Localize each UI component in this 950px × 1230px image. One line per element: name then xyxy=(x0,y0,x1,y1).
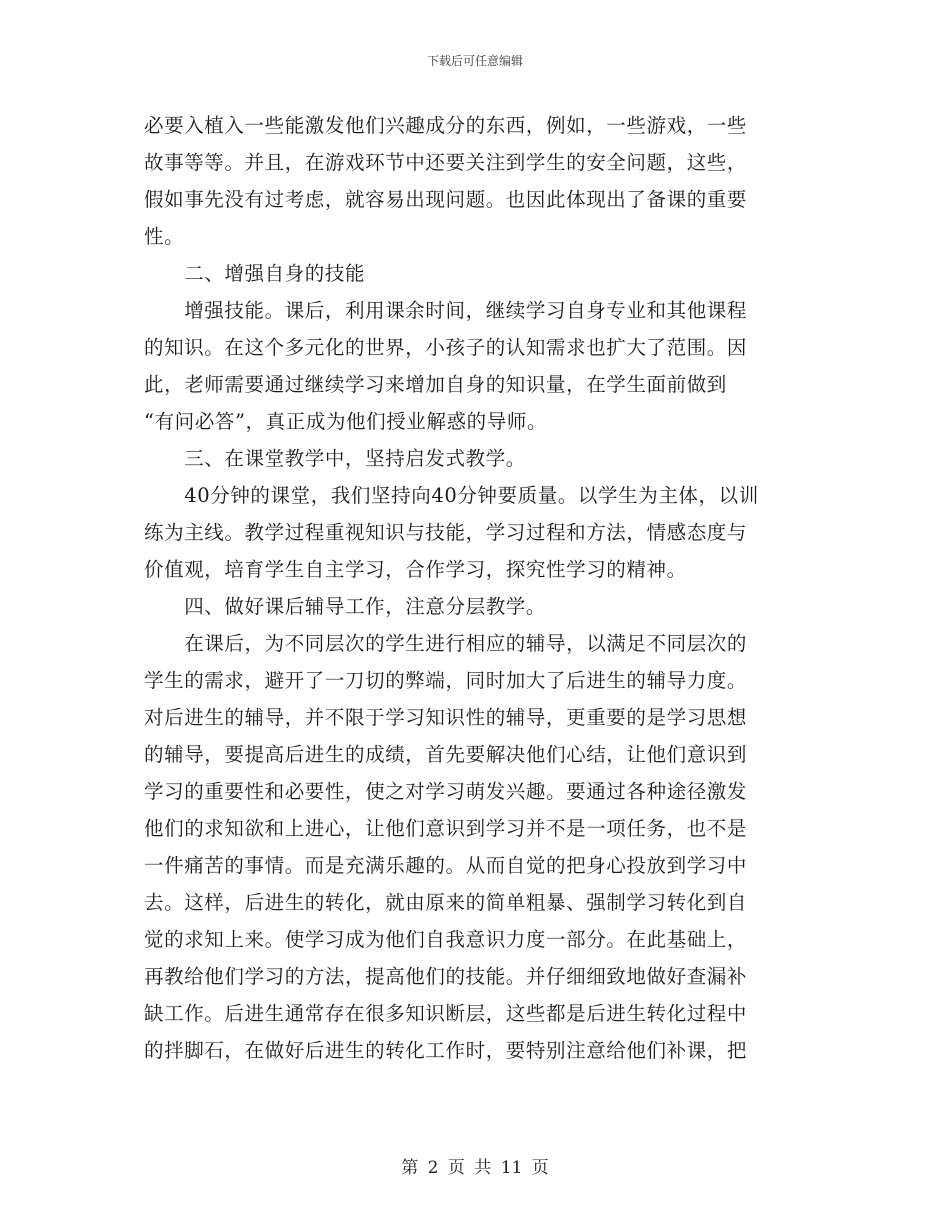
text-line: 假如事先没有过考虑，就容易出现问题。也因此体现出了备课的重要 xyxy=(144,188,748,211)
text-line: 练为主线。教学过程重视知识与技能，学习过程和方法，情感态度与 xyxy=(144,521,748,544)
text-line: 价值观，培育学生自主学习，合作学习，探究性学习的精神。 xyxy=(144,558,687,581)
page-header: 下载后可任意编辑 xyxy=(426,54,523,68)
text-line: 去。这样，后进生的转化，就由原来的简单粗暴、强制学习转化到自 xyxy=(144,891,748,914)
section-heading: 三、在课堂教学中，坚持启发式教学。 xyxy=(144,447,526,470)
text-line: 必要入植入一些能激发他们兴趣成分的东西，例如，一些游戏，一些 xyxy=(144,114,748,137)
text-line: 学生的需求，避开了一刀切的弊端，同时加大了后进生的辅导力度。 xyxy=(144,669,748,692)
section-heading: 四、做好课后辅导工作，注意分层教学。 xyxy=(144,595,547,618)
text-line: 再教给他们学习的方法，提高他们的技能。并仔细细致地做好查漏补 xyxy=(144,965,748,988)
text-line: 故事等等。并且，在游戏环节中还要关注到学生的安全问题，这些， xyxy=(144,151,748,174)
text-line: 的拌脚石，在做好后进生的转化工作时，要特别注意给他们补课，把 xyxy=(144,1039,748,1062)
text-line: 40分钟的课堂，我们坚持向40分钟要质量。以学生为主体，以训 xyxy=(144,484,759,507)
text-line: 增强技能。课后，利用课余时间，继续学习自身专业和其他课程 xyxy=(144,299,748,322)
page-footer: 第 2 页 共 11 页 xyxy=(401,1158,549,1178)
text-line: 觉的求知上来。使学习成为他们自我意识力度一部分。在此基础上， xyxy=(144,928,748,951)
text-line: 的知识。在这个多元化的世界，小孩子的认知需求也扩大了范围。因 xyxy=(144,336,748,359)
text-line: 缺工作。后进生通常存在很多知识断层，这些都是后进生转化过程中 xyxy=(144,1002,748,1025)
text-line: 此，老师需要通过继续学习来增加自身的知识量，在学生面前做到 xyxy=(144,373,727,396)
section-heading: 二、增强自身的技能 xyxy=(144,262,366,285)
text-line: 的辅导，要提高后进生的成绩，首先要解决他们心结，让他们意识到 xyxy=(144,743,748,766)
text-line: 性。 xyxy=(144,225,185,248)
text-line: 一件痛苦的事情。而是充满乐趣的。从而自觉的把身心投放到学习中 xyxy=(144,854,748,877)
text-line: “有问必答”，真正成为他们授业解惑的导师。 xyxy=(144,410,548,433)
text-line: 学习的重要性和必要性，使之对学习萌发兴趣。要通过各种途径激发 xyxy=(144,780,748,803)
text-line: 对后进生的辅导，并不限于学习知识性的辅导，更重要的是学习思想 xyxy=(144,706,748,729)
text-line: 在课后，为不同层次的学生进行相应的辅导，以满足不同层次的 xyxy=(144,632,748,655)
text-line: 他们的求知欲和上进心，让他们意识到学习并不是一项任务，也不是 xyxy=(144,817,748,840)
